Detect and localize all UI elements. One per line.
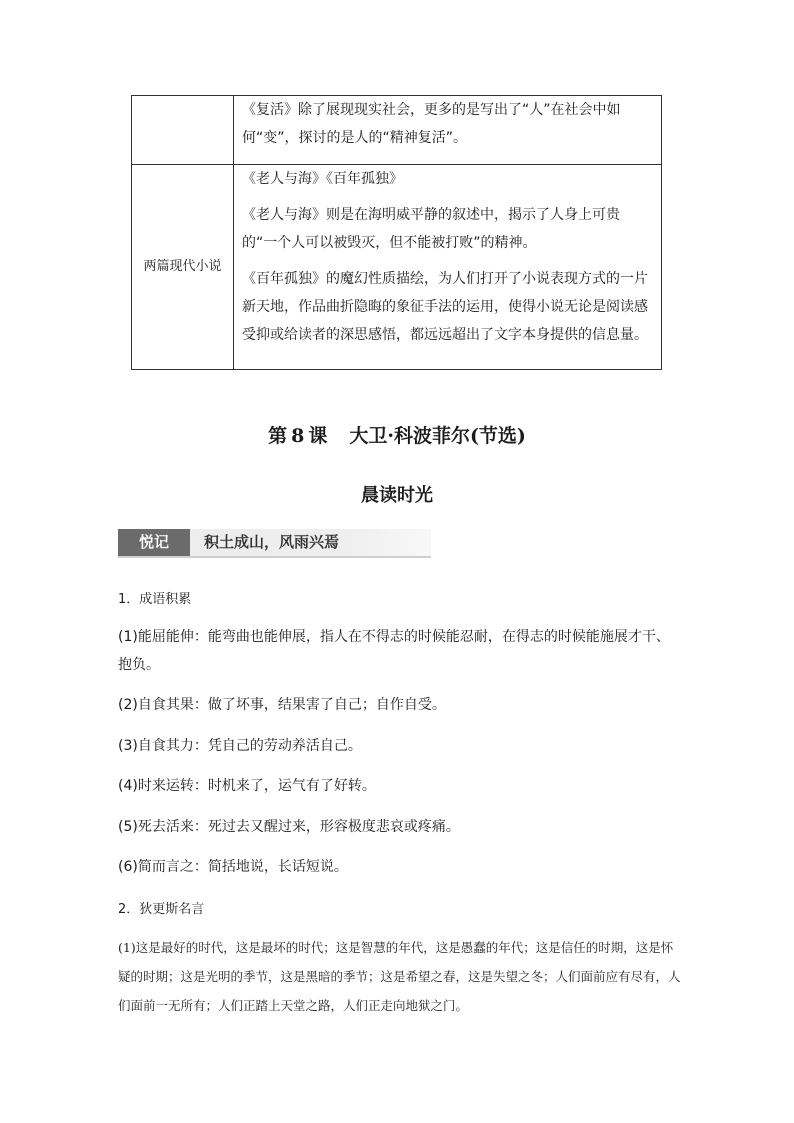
list-item: (5)死去活来：死过去又醒过来，形容极度悲哀或疼痛。 bbox=[118, 819, 460, 835]
lesson-name: 大卫·科波菲尔(节选) bbox=[349, 425, 526, 447]
old-man-sea-text: 《老人与海》则是在海明威平静的叙述中，揭示了人身上可贵的“一个人可以被毁灭，但不能被打败”的精神。 bbox=[242, 207, 620, 251]
lesson-title bbox=[0, 421, 794, 448]
table-row bbox=[132, 165, 662, 370]
resurrection-text: 《复活》除了展现现实社会，更多的是写出了“人”在社会中如何“变”，探讨的是人的“精神复活”。 bbox=[242, 102, 621, 146]
idiom-heading: 1．成语积累 bbox=[118, 592, 192, 607]
lesson-prefix: 第 bbox=[268, 425, 288, 447]
table-row bbox=[132, 96, 662, 165]
literature-table bbox=[131, 95, 662, 370]
category-cell bbox=[132, 96, 234, 165]
list-item: (3)自食其力：凭自己的劳动养活自己。 bbox=[118, 738, 362, 754]
lesson-suffix: 课 bbox=[308, 425, 328, 447]
quotes-heading: 2．狄更斯名言 bbox=[118, 902, 205, 917]
banner-motto: 积土成山，风雨兴焉 bbox=[204, 533, 340, 551]
content-cell bbox=[234, 96, 662, 165]
section-banner bbox=[118, 529, 431, 558]
content-cell bbox=[234, 165, 662, 370]
list-item: (2)自食其果：做了坏事，结果害了自己；自作自受。 bbox=[118, 697, 446, 713]
list-item: (1)能屈能伸：能弯曲也能伸展，指人在不得志的时候能忍耐，在得志的时候能施展才干、抱负。 bbox=[118, 629, 670, 673]
category-cell: 两篇现代小说 bbox=[132, 165, 234, 370]
list-item: (6)简而言之：简括地说，长话短说。 bbox=[118, 859, 348, 875]
works-title: 《老人与海》《百年孤独》 bbox=[242, 171, 403, 187]
lesson-number: 8 bbox=[291, 425, 305, 447]
quote-item: (1)这是最好的时代，这是最坏的时代；这是智慧的年代，这是愚蠢的年代；这是信任的时期，这是怀疑的时期；这是光明的季节，这是黑暗的季节；这是希望之春，这是失望之冬；人们面前应有尽有，人们面前一无所有；人们正踏上天堂之路，人们正走向地狱之门。 bbox=[118, 940, 681, 1013]
section-title: 晨读时光 bbox=[361, 485, 433, 506]
list-item: (4)时来运转：时机来了，运气有了好转。 bbox=[118, 778, 376, 794]
solitude-text: 《百年孤独》的魔幻性质描绘，为人们打开了小说表现方式的一片新天地，作品曲折隐晦的象征手法的运用，使得小说无论是阅读感受抑或给读者的深思感悟，都远远超出了文字本身提供的信息量。 bbox=[242, 271, 648, 343]
banner-tag: 悦记 bbox=[118, 529, 190, 556]
